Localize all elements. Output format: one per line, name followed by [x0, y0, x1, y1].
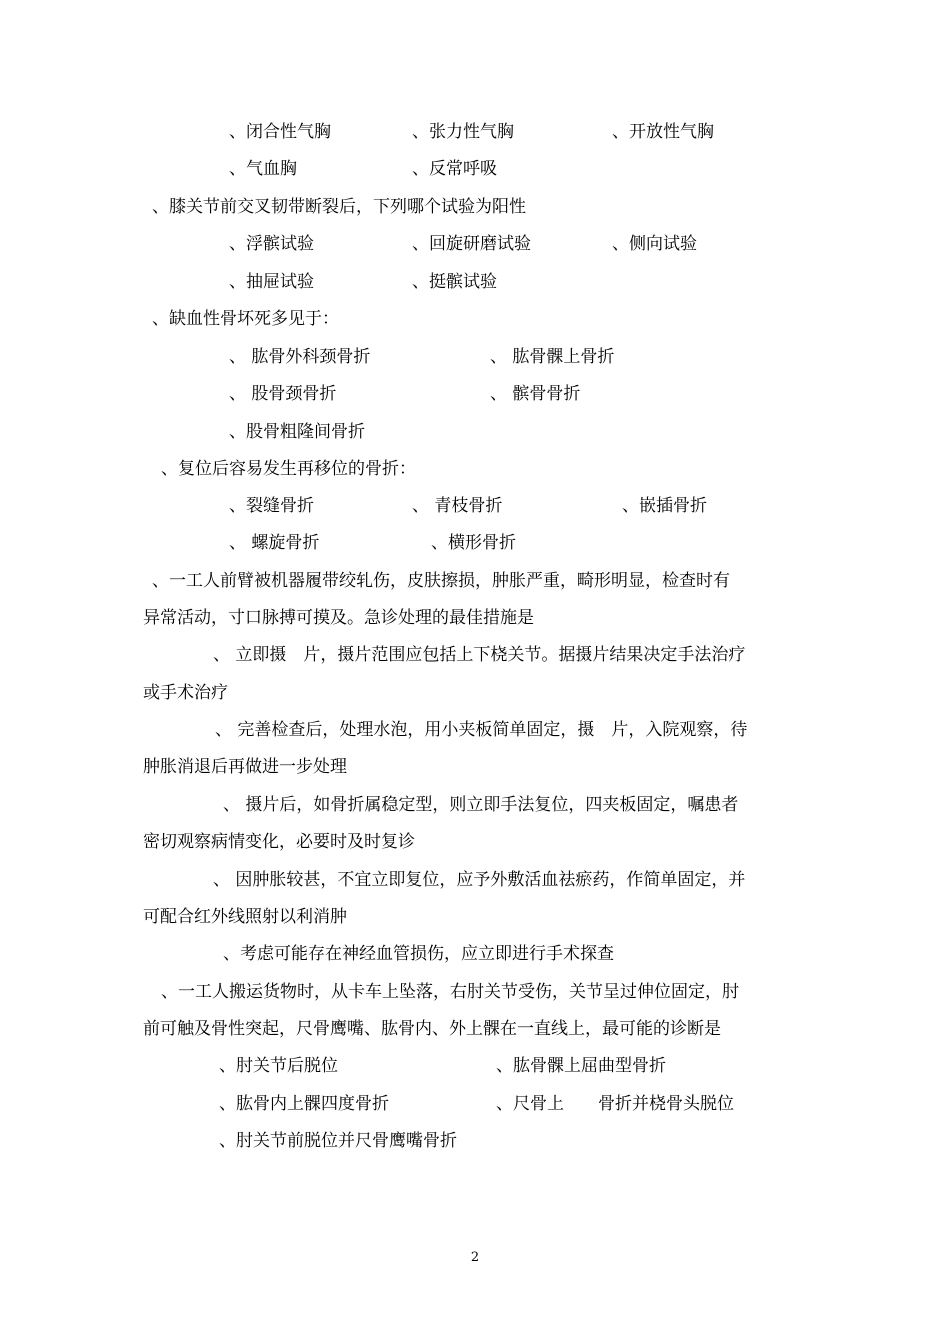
- option-c: 、 股骨颈骨折: [229, 384, 337, 404]
- question-stem-continued: 异常活动，寸口脉搏可摸及。急诊处理的最佳措施是: [143, 608, 534, 628]
- option-a: 、 肱骨外科颈骨折: [229, 347, 371, 367]
- option-d: 、尺骨上 骨折并桡骨头脱位: [496, 1094, 734, 1114]
- option-d: 、气血胸: [229, 159, 297, 179]
- option-e: 、肘关节前脱位并尺骨鹰嘴骨折: [219, 1131, 457, 1151]
- option-a: 、闭合性气胸: [229, 122, 331, 142]
- question-stem: 、膝关节前交叉韧带断裂后，下列哪个试验为阳性: [152, 197, 526, 217]
- option-a: 、肘关节后脱位: [219, 1056, 338, 1076]
- option-c: 、嵌插骨折: [622, 496, 707, 516]
- option-b: 、 青枝骨折: [412, 496, 503, 516]
- question-stem: 、复位后容易发生再移位的骨折：: [161, 459, 416, 479]
- option-a: 、裂缝骨折: [229, 496, 314, 516]
- option-c: 、开放性气胸: [612, 122, 714, 142]
- question-stem: 、一工人搬运货物时，从卡车上坠落，右肘关节受伤，关节呈过伸位固定，肘: [161, 982, 739, 1002]
- option-a-continued: 或手术治疗: [143, 683, 228, 703]
- option-e: 、反常呼吸: [412, 159, 497, 179]
- option-d: 、抽屉试验: [229, 272, 314, 292]
- option-b: 、肱骨髁上屈曲型骨折: [496, 1056, 666, 1076]
- option-a: 、 立即摄 片，摄片范围应包括上下桡关节。据摄片结果决定手法治疗: [213, 645, 746, 665]
- option-b: 、 完善检查后，处理水泡，用小夹板简单固定，摄 片，入院观察，待: [215, 720, 748, 740]
- option-b: 、张力性气胸: [412, 122, 514, 142]
- question-stem: 、一工人前臂被机器履带绞轧伤，皮肤擦损，肿胀严重，畸形明显，检查时有: [152, 571, 730, 591]
- option-a: 、浮髌试验: [229, 234, 314, 254]
- option-b-continued: 肿胀消退后再做进一步处理: [143, 757, 347, 777]
- question-stem: 、缺血性骨坏死多见于：: [152, 309, 339, 329]
- option-e: 、横形骨折: [431, 533, 516, 553]
- option-c: 、 摄片后，如骨折属稳定型，则立即手法复位，四夹板固定，嘱患者: [223, 795, 739, 815]
- option-b: 、回旋研磨试验: [412, 234, 531, 254]
- page-number: 2: [470, 1250, 480, 1265]
- option-b: 、 肱骨髁上骨折: [490, 347, 615, 367]
- question-stem-continued: 前可触及骨性突起，尺骨鹰嘴、肱骨内、外上髁在一直线上，最可能的诊断是: [143, 1019, 721, 1039]
- option-c: 、肱骨内上髁四度骨折: [219, 1094, 389, 1114]
- option-c: 、侧向试验: [612, 234, 697, 254]
- option-d: 、 螺旋骨折: [229, 533, 320, 553]
- option-d: 、 髌骨骨折: [490, 384, 581, 404]
- option-c-continued: 密切观察病情变化，必要时及时复诊: [143, 832, 415, 852]
- option-d: 、 因肿胀较甚，不宜立即复位，应予外敷活血祛瘀药，作简单固定，并: [213, 870, 746, 890]
- option-e: 、挺髌试验: [412, 272, 497, 292]
- option-d-continued: 可配合红外线照射以利消肿: [143, 907, 347, 927]
- option-e: 、考虑可能存在神经血管损伤，应立即进行手术探查: [223, 944, 614, 964]
- option-e: 、股骨粗隆间骨折: [229, 422, 365, 442]
